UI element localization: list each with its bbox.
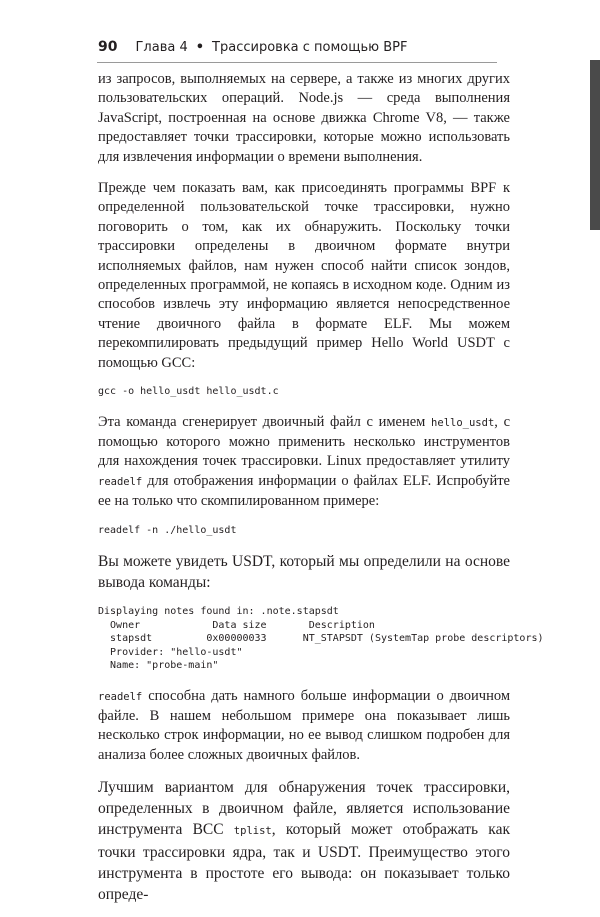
inline-code-readelf-2: readelf xyxy=(98,690,143,703)
paragraph-5 xyxy=(98,687,510,766)
paragraph-6 xyxy=(98,777,510,905)
page-number: 90 xyxy=(98,39,118,55)
paragraph-3-text-b: , с помощью которого можно применить несколько инструментов для нахождения точек трассировки. Linux предоставляет утилиту xyxy=(98,413,511,470)
paragraph-3 xyxy=(98,413,510,512)
running-header xyxy=(98,36,578,58)
chapter-label: Глава 4 xyxy=(135,39,188,55)
paragraph-3-text-a: Эта команда сгенерирует двоичный файл с именем xyxy=(98,413,432,430)
inline-code-hello-usdt: hello_usdt xyxy=(431,416,495,429)
header-rule xyxy=(97,62,497,63)
paragraph-5-text: способна дать намного больше информации о двоичном файле. В нашем небольшом примере она показывает лишь несколько строк информации, но ее вывод слишком подробен для анализа более сложных двоичных файлов. xyxy=(98,687,510,763)
paragraph-6-text-b: , который может отображать как точки трассировки ядра, так и USDT. Преимущество этого инструмента в простоте его вывода: он показывает только опреде- xyxy=(98,821,510,904)
inline-code-tplist: tplist xyxy=(233,825,272,838)
inline-code-readelf: readelf xyxy=(98,475,143,488)
code-readelf-command: readelf -n ./hello_usdt xyxy=(98,524,237,536)
paragraph-2: Прежде чем показать вам, как присоединять программы BPF к определенной пользовательской точке трассировки, нужно поговорить о том, как их обнаружить. Поскольку точки трассировки определены в двоичном формате внутри исполняемых файлов, нам нужен способ найти список зондов, определенных программой, не копаясь в исходном коде. Одним из способов извлечь эту информацию является непосредственное чтение двоичного файла в формате ELF. Мы можем перекомпилировать предыдущий пример Hello World USDT с помощью GCC: xyxy=(98,180,510,371)
code-readelf-output: Displaying notes found in: .note.stapsdt Owner Data size Description stapsdt 0x00000033 NT_STAPSDT (SystemTap probe descriptors) Provider: "hello-usdt" Name: "probe-main" xyxy=(98,606,544,672)
paragraph-4: Вы можете увидеть USDT, который мы определили на основе вывода команды: xyxy=(98,553,510,592)
paragraph-1: из запросов, выполняемых на сервере, а также из многих других пользовательских операций. Node.js — среда выполнения JavaScript, построенная на основе движка Chrome V8, — также предоставляет точки трассировки, которые можно использовать для извлечения информации о времени выполнения. xyxy=(98,71,510,165)
chapter-side-tab xyxy=(590,60,600,230)
chapter-title: Трассировка с помощью BPF xyxy=(212,39,408,55)
page-body xyxy=(98,70,544,917)
paragraph-6-text-a: Лучшим вариантом для обнаружения точек трассировки, определенных в двоичном файле, является использование инструмента BCC xyxy=(98,779,510,839)
code-gcc-command: gcc -o hello_usdt hello_usdt.c xyxy=(98,386,279,398)
paragraph-3-text-c: для отображения информации о файлах ELF. Испробуйте ее на только что скомпилированном примере: xyxy=(98,472,510,510)
bullet-separator: • xyxy=(195,39,205,55)
